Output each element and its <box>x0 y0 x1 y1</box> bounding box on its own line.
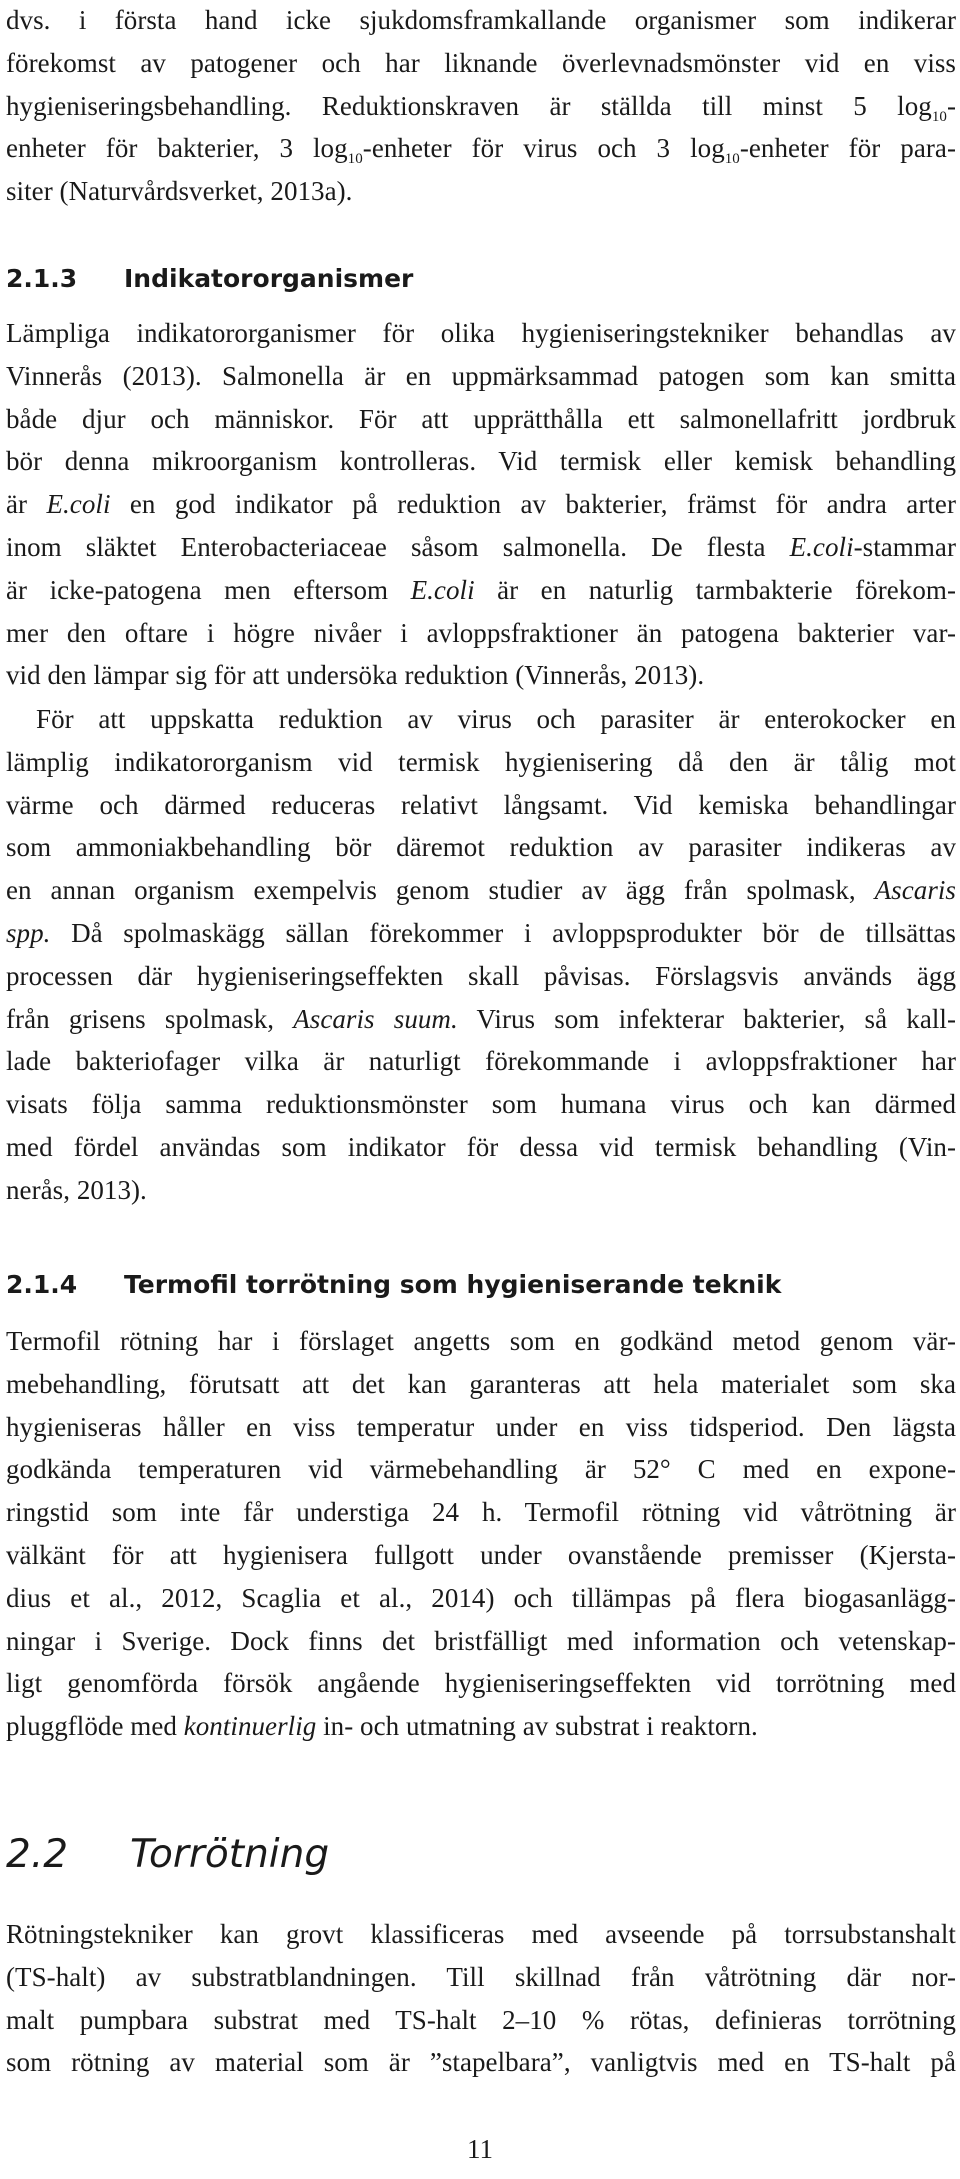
text-line: värme och därmed reduceras relativt långsamt. Vid kemiska behandlingar <box>6 789 956 820</box>
text-line: siter (Naturvårdsverket, 2013a). <box>6 176 353 207</box>
text-line <box>6 1705 956 1748</box>
text-line: Rötningstekniker kan grovt klassificeras med avseende på torrsubstanshalt <box>6 1919 956 1949</box>
text-line <box>6 483 956 526</box>
italic-term: Ascaris <box>874 875 956 906</box>
text-line: både djur och människor. För att upprätthålla ett salmonellafritt jordbruk <box>6 403 956 434</box>
text-line: hygieniseras håller en viss temperatur under en viss tidsperiod. Den lägsta <box>6 1411 956 1442</box>
text-run: är <box>6 489 47 520</box>
text-run: -enheter för virus och 3 log <box>362 133 725 164</box>
subscript: 10 <box>347 151 363 168</box>
text-line: dius et al., 2012, Scaglia et al., 2014) och tillämpas på flera biogasanlägg- <box>6 1582 956 1613</box>
text-line <box>6 912 956 955</box>
text-line: Lämpliga indikatororganismer för olika hygieniseringstekniker behandlas av <box>6 318 956 348</box>
text-line: För att uppskatta reduktion av virus och parasiter är enterokocker en <box>36 704 956 734</box>
text-line: lämplig indikatororganism vid termisk hygienisering då den är tålig mot <box>6 746 956 777</box>
text-line: som ammoniakbehandling bör däremot reduktion av parasiter indikeras av <box>6 832 956 863</box>
section-number: 2.1.4 <box>6 1270 78 1299</box>
text-line <box>6 569 956 612</box>
paragraph-indikator-1 <box>6 312 956 697</box>
section-title: Indikatororganismer <box>124 264 414 293</box>
text-line: dvs. i första hand icke sjukdomsframkallande organismer som indikerar <box>6 5 956 35</box>
text-run: Då spolmaskägg sällan förekommer i avloppsprodukter bör de tillsättas <box>50 917 956 948</box>
text-run: -stammar <box>853 531 956 562</box>
text-line: Termofil rötning har i förslaget angetts som en godkänd metod genom vär- <box>6 1326 956 1356</box>
text-line: nerås, 2013). <box>6 1174 147 1205</box>
italic-term: kontinuerlig <box>183 1711 317 1742</box>
text-line: processen där hygieniseringseffekten skall påvisas. Förslagsvis används ägg <box>6 960 956 991</box>
text-line: godkända temperaturen vid värmebehandling är 52° C med en expone- <box>6 1454 956 1485</box>
subscript: 10 <box>931 108 947 125</box>
text-line: med fördel användas som indikator för dessa vid termisk behandling (Vin- <box>6 1131 956 1162</box>
paragraph-indikator-2 <box>6 698 956 1212</box>
text-run: pluggflöde med <box>6 1711 184 1742</box>
text-line <box>6 526 956 569</box>
text-line: vid den lämpar sig för att undersöka reduktion (Vinnerås, 2013). <box>6 660 705 691</box>
italic-term: Ascaris suum. <box>293 1003 458 1034</box>
italic-term: E.coli <box>410 574 475 605</box>
section-number: 2.2 <box>6 1832 69 1877</box>
text-run: är icke-patogena men eftersom <box>6 574 411 605</box>
section-title: Termofil torrötning som hygieniserande teknik <box>124 1270 782 1299</box>
text-line: lade bakteriofager vilka är naturligt förekommande i avloppsfraktioner har <box>6 1046 956 1077</box>
text-line: förekomst av patogener och har liknande överlevnadsmönster vid en viss <box>6 47 956 78</box>
text-run: in- och utmatning av substrat i reaktorn. <box>316 1711 758 1742</box>
subscript: 10 <box>724 151 740 168</box>
text-line: mebehandling, förutsatt att det kan garanteras att hela materialet som ska <box>6 1368 956 1399</box>
text-run: från grisens spolmask, <box>6 1003 294 1034</box>
intro-paragraph <box>6 0 956 213</box>
section-heading-2-2 <box>6 1832 956 1877</box>
text-line: bör denna mikroorganism kontrolleras. Vid termisk eller kemisk behandling <box>6 446 956 477</box>
text-line: Vinnerås (2013). Salmonella är en uppmärksammad patogen som kan smitta <box>6 360 956 391</box>
text-run: hygieniseringsbehandling. Reduktionskraven är ställda till minst 5 log <box>6 90 932 121</box>
text-run: enheter för bakterier, 3 log <box>6 133 348 164</box>
text-line: (TS-halt) av substratblandningen. Till skillnad från våtrötning där nor- <box>6 1961 956 1992</box>
italic-term: E.coli <box>46 489 111 520</box>
text-line: malt pumpbara substrat med TS-halt 2–10 % rötas, definieras torrötning <box>6 2004 956 2035</box>
text-run: - <box>946 90 956 121</box>
text-run: -enheter för para- <box>739 133 956 164</box>
page-number: 11 <box>467 2134 493 2164</box>
text-line: välkänt för att hygienisera fullgott under ovanstående premisser (Kjersta- <box>6 1539 956 1570</box>
paragraph-torrotning <box>6 1913 956 2084</box>
text-line: ligt genomförda försök angående hygieniseringseffekten vid torrötning med <box>6 1668 956 1699</box>
text-run: en annan organism exempelvis genom studier av ägg från spolmask, <box>6 875 875 906</box>
text-run: inom släktet Enterobacteriaceae såsom salmonella. De flesta <box>6 531 790 562</box>
text-run: Virus som infekterar bakterier, så kall- <box>457 1003 957 1034</box>
text-line <box>6 85 956 128</box>
text-line: ringstid som inte får understiga 24 h. Termofil rötning vid våtrötning är <box>6 1497 956 1528</box>
text-line: mer den oftare i högre nivåer i avloppsfraktioner än patogena bakterier var- <box>6 617 956 648</box>
paragraph-termofil <box>6 1320 956 1748</box>
text-line: ningar i Sverige. Dock finns det bristfälligt med information och vetenskap- <box>6 1625 956 1656</box>
text-line: visats följa samma reduktionsmönster som humana virus och kan därmed <box>6 1089 956 1120</box>
text-run: en god indikator på reduktion av bakterier, främst för andra arter <box>110 489 956 520</box>
text-line: som rötning av material som är ”stapelbara”, vanligtvis med en TS-halt på <box>6 2047 956 2078</box>
text-run: är en naturlig tarmbakterie förekom- <box>474 574 956 605</box>
section-heading-2-1-4 <box>6 1270 956 1299</box>
text-line <box>6 998 956 1041</box>
text-line <box>6 127 956 170</box>
italic-term: spp. <box>6 917 51 948</box>
italic-term: E.coli <box>789 531 854 562</box>
section-number: 2.1.3 <box>6 264 78 293</box>
text-line <box>6 869 956 912</box>
section-heading-2-1-3 <box>6 264 956 293</box>
section-title: Torrötning <box>130 1832 330 1877</box>
